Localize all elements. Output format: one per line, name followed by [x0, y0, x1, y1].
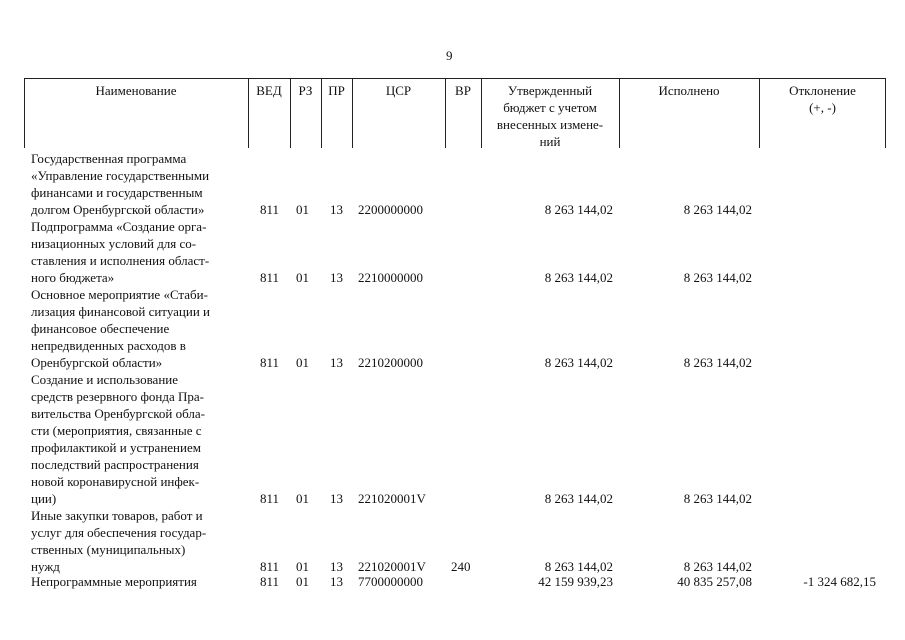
page-number: 9	[446, 48, 453, 63]
row-ved: 811	[260, 355, 280, 370]
row-name	[31, 507, 238, 575]
row-pr: 13	[330, 559, 343, 574]
row-name-line: Основное мероприятие «Стаби-	[31, 287, 208, 302]
row-done: 8 263 144,02	[683, 270, 752, 285]
row-csr: 2210200000	[358, 355, 423, 370]
header-rz: РЗ	[298, 83, 313, 98]
header-budget-line: бюджет с учетом	[503, 100, 597, 115]
header-budget-line: внесенных измене-	[496, 117, 604, 132]
row-rz: 01	[296, 574, 309, 589]
row-budget: 8 263 144,02	[544, 559, 613, 574]
row-rz: 01	[296, 202, 309, 217]
row-rz: 01	[296, 355, 309, 370]
row-name-line: средств резервного фонда Пра-	[31, 389, 205, 404]
row-budget: 8 263 144,02	[544, 355, 613, 370]
row-name-line: вительства Оренбургской обла-	[31, 406, 205, 421]
row-done: 8 263 144,02	[683, 491, 752, 506]
row-name-line: Оренбургской области»	[31, 355, 163, 370]
row-name-line: новой коронавирусной инфек-	[31, 474, 200, 489]
row-name-line: услуг для обеспечения государ-	[31, 525, 207, 540]
row-ved: 811	[260, 491, 280, 506]
row-csr: 2200000000	[358, 202, 423, 217]
header-vr: ВР	[455, 83, 471, 98]
row-name-line: Государственная программа	[31, 151, 187, 166]
row-pr: 13	[330, 202, 343, 217]
row-name-line: непредвиденных расходов в	[31, 338, 186, 353]
row-csr: 7700000000	[358, 574, 423, 589]
header-budget-line: ний	[539, 134, 561, 149]
row-pr: 13	[330, 491, 343, 506]
header-ved: ВЕД	[256, 83, 282, 98]
header-deviation	[759, 82, 886, 116]
row-name	[31, 573, 261, 590]
row-csr: 221020001V	[358, 559, 426, 574]
row-name-line: ственных (муниципальных)	[31, 542, 186, 557]
row-name	[31, 218, 238, 286]
row-rz: 01	[296, 559, 309, 574]
row-name-line: Создание и использование	[31, 372, 179, 387]
row-name-line: финансами и государственным	[31, 185, 203, 200]
row-done: 8 263 144,02	[683, 355, 752, 370]
row-budget: 8 263 144,02	[544, 270, 613, 285]
header-budget	[481, 82, 619, 150]
row-budget: 8 263 144,02	[544, 491, 613, 506]
row-name-line: финансовое обеспечение	[31, 321, 170, 336]
row-name-line: долгом Оренбургской области»	[31, 202, 205, 217]
row-pr: 13	[330, 574, 343, 589]
header-name: Наименование	[95, 83, 177, 98]
row-name	[31, 150, 238, 218]
header-pr: ПР	[328, 83, 345, 98]
row-pr: 13	[330, 355, 343, 370]
row-name-line: сти (мероприятия, связанные с	[31, 423, 202, 438]
row-name-line: «Управление государственными	[31, 168, 210, 183]
row-name	[31, 371, 238, 507]
row-pr: 13	[330, 270, 343, 285]
row-rz: 01	[296, 270, 309, 285]
header-deviation-line: (+, -)	[809, 100, 836, 115]
header-deviation-line: Отклонение	[789, 83, 856, 98]
row-ved: 811	[260, 270, 280, 285]
row-deviation: -1 324 682,15	[803, 574, 876, 589]
row-name-line: последствий распространения	[31, 457, 199, 472]
row-name-line: профилактикой и устранением	[31, 440, 201, 455]
row-budget: 42 159 939,23	[538, 574, 613, 589]
row-ved: 811	[260, 559, 280, 574]
row-name	[31, 286, 238, 371]
row-done: 40 835 257,08	[677, 574, 752, 589]
row-name-line: Подпрограмма «Создание орга-	[31, 219, 207, 234]
row-name-line: низационных условий для со-	[31, 236, 197, 251]
row-csr: 221020001V	[358, 491, 426, 506]
row-name-line: лизация финансовой ситуации и	[31, 304, 210, 319]
row-name-line: нужд	[31, 559, 60, 574]
row-csr: 2210000000	[358, 270, 423, 285]
row-name-line: Иные закупки товаров, работ и	[31, 508, 203, 523]
header-csr: ЦСР	[385, 83, 412, 98]
row-done: 8 263 144,02	[683, 202, 752, 217]
row-name-line: ставления и исполнения област-	[31, 253, 210, 268]
header-budget-line: Утвержденный	[507, 83, 593, 98]
row-name-line: Непрограммные мероприятия	[31, 574, 197, 589]
row-name-line: ции)	[31, 491, 57, 506]
row-done: 8 263 144,02	[683, 559, 752, 574]
header-done: Исполнено	[658, 83, 720, 98]
row-ved: 811	[260, 574, 280, 589]
row-ved: 811	[260, 202, 280, 217]
row-budget: 8 263 144,02	[544, 202, 613, 217]
row-name-line: ного бюджета»	[31, 270, 115, 285]
row-rz: 01	[296, 491, 309, 506]
row-vr: 240	[451, 559, 471, 574]
